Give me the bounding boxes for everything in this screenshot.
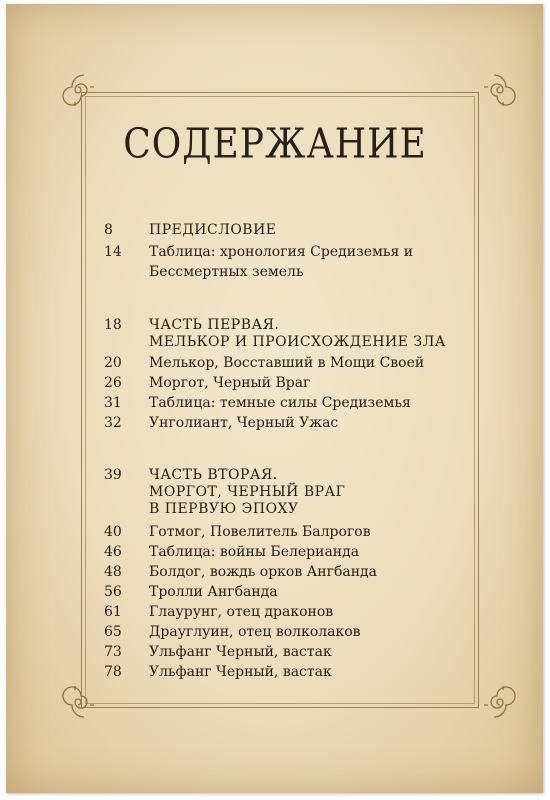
toc-page-number: 8: [104, 222, 113, 238]
toc-page-number: 78: [104, 664, 122, 680]
toc-page-number: 48: [104, 564, 122, 580]
toc-section-title: ЧАСТЬ ПЕРВАЯ.: [149, 317, 280, 333]
toc-section-title: МЕЛЬКОР И ПРОИСХОЖДЕНИЕ ЗЛА: [149, 334, 446, 350]
corner-spiral-icon: [61, 685, 95, 719]
toc-entry-title: Тролли Ангбанда: [149, 584, 278, 600]
toc-page-number: 20: [104, 355, 122, 371]
toc-page-number: 46: [104, 544, 122, 560]
corner-spiral-icon: [61, 73, 95, 107]
toc-entry-title: Моргот, Черный Враг: [149, 375, 311, 391]
toc-section-title: ПРЕДИСЛОВИЕ: [149, 222, 277, 238]
toc-page-number: 31: [104, 395, 122, 411]
corner-spiral-icon: [483, 685, 517, 719]
toc-page-number: 26: [104, 375, 122, 391]
toc-entry-title: Таблица: темные силы Средиземья: [149, 395, 411, 411]
toc-page-number: 32: [104, 415, 122, 431]
toc-entry-title: Драуглуин, отец волколаков: [149, 624, 361, 640]
toc-entry-title: Бессмертных земель: [149, 264, 304, 280]
toc-page-number: 39: [104, 467, 122, 483]
toc-page-number: 18: [104, 317, 122, 333]
toc-entry-title: Готмог, Повелитель Балрогов: [149, 524, 371, 540]
toc-entry-title: Ульфанг Черный, вастак: [149, 664, 332, 680]
toc-entry-title: Таблица: хронология Средиземья и: [149, 244, 414, 260]
toc-entry-title: Унголиант, Черный Ужас: [149, 415, 339, 431]
toc-entry-title: Болдог, вождь орков Ангбанда: [149, 564, 378, 580]
toc-page-number: 56: [104, 584, 122, 600]
toc-section-title: ЧАСТЬ ВТОРАЯ.: [149, 467, 278, 483]
page-title: СОДЕРЖАНИЕ: [123, 120, 427, 169]
toc-page-number: 14: [104, 244, 122, 260]
toc-page-number: 61: [104, 604, 122, 620]
toc-entry-title: Ульфанг Черный, вастак: [149, 644, 332, 660]
toc-entry-title: Таблица: войны Белерианда: [149, 544, 360, 560]
corner-spiral-icon: [483, 73, 517, 107]
toc-entry-title: Глаурунг, отец драконов: [149, 604, 334, 620]
toc-page-number: 40: [104, 524, 122, 540]
toc-section-title: В ПЕРВУЮ ЭПОХУ: [149, 501, 299, 517]
toc-page-number: 73: [104, 644, 122, 660]
toc-section-title: МОРГОТ, ЧЕРНЫЙ ВРАГ: [149, 484, 346, 500]
toc-entry-title: Мелькор, Восставший в Мощи Своей: [149, 355, 425, 371]
toc-page-number: 65: [104, 624, 122, 640]
